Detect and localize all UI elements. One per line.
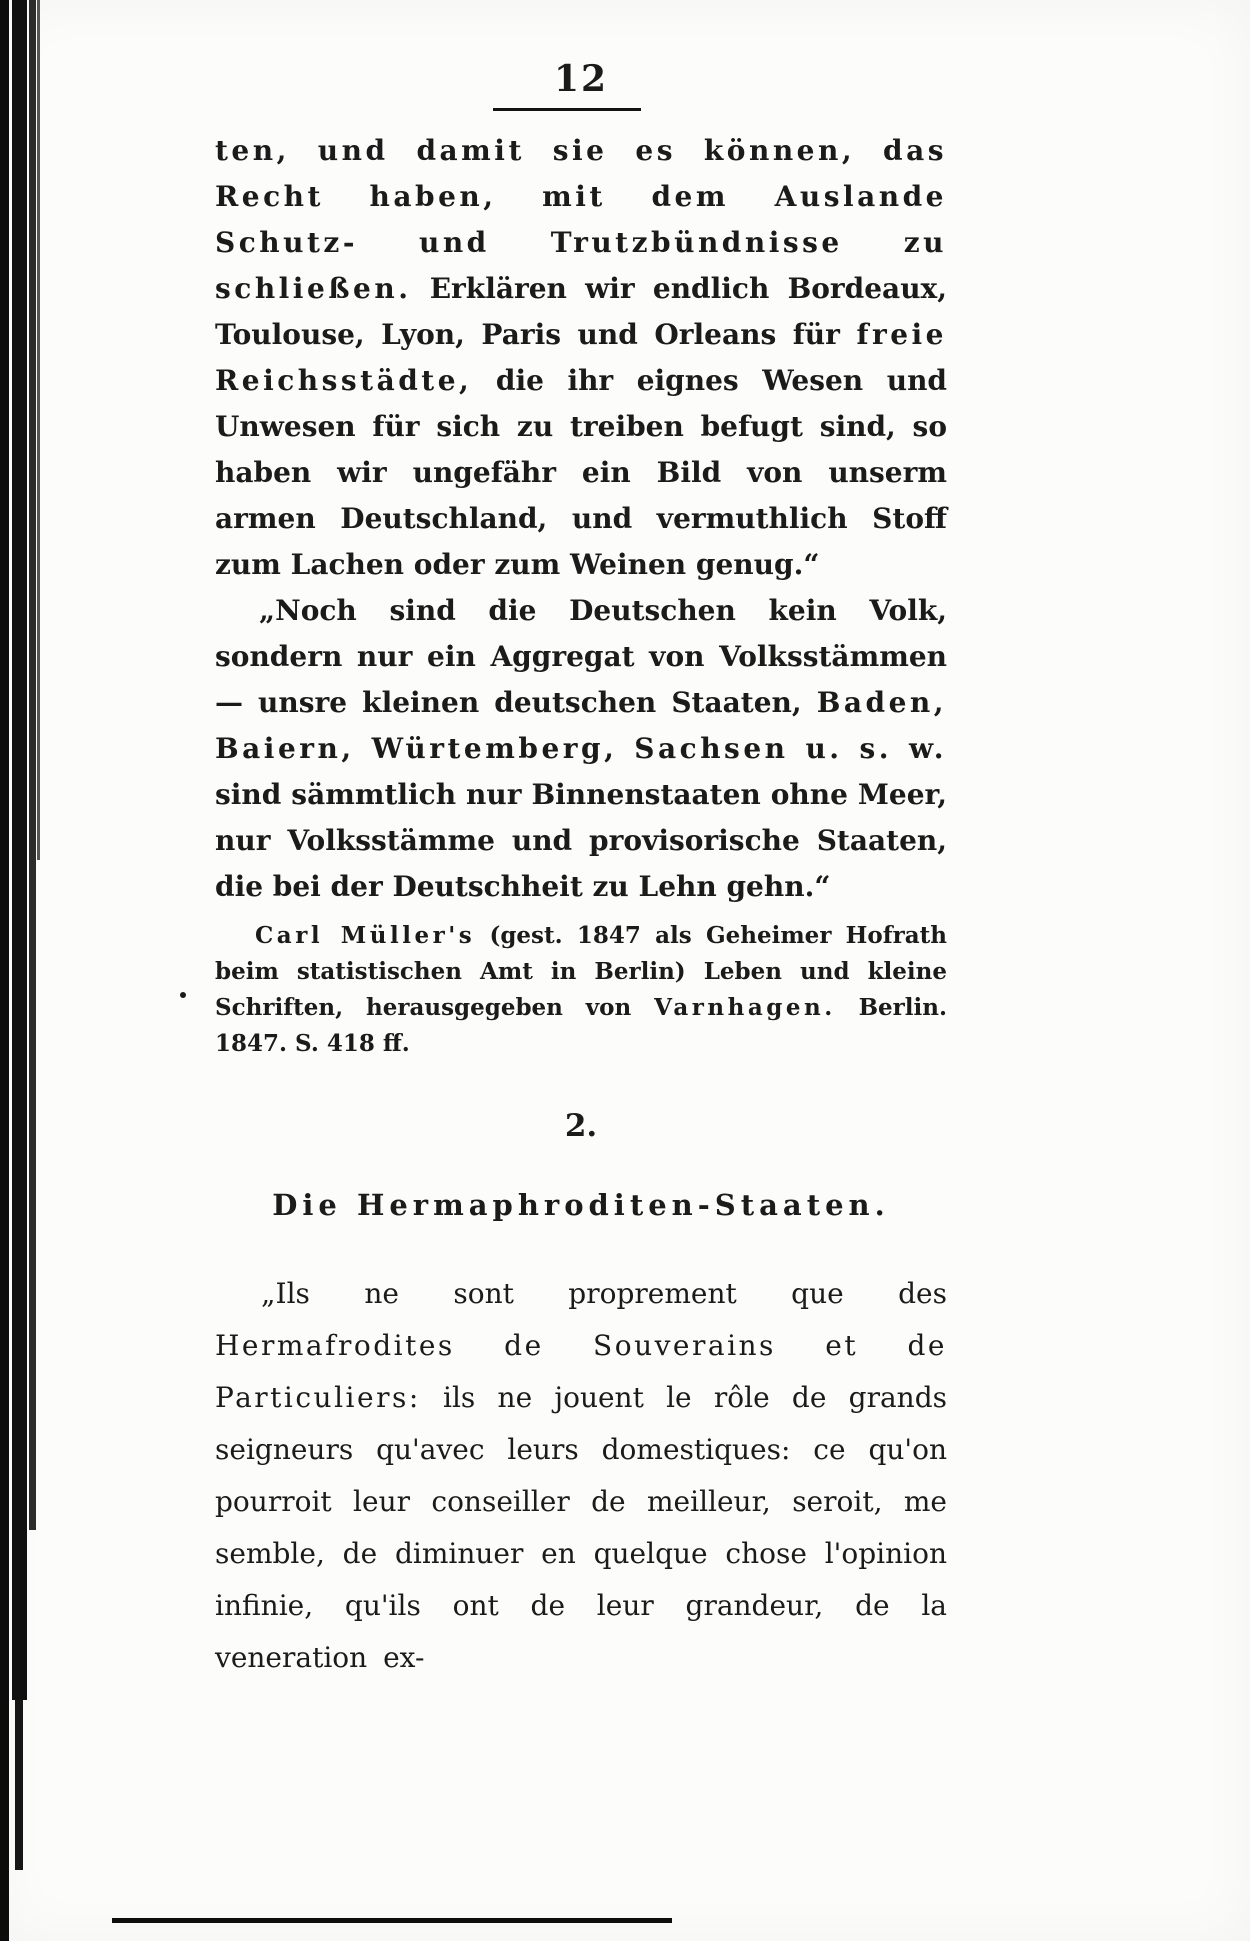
binding-bar: [0, 0, 9, 1941]
binding-bar: [15, 1700, 23, 1870]
text-segment-spaced: Carl Müller's: [255, 922, 476, 949]
scan-artifact-line: [112, 1918, 672, 1923]
page-number-rule: [493, 108, 641, 111]
text-column: [215, 128, 947, 1684]
text-segment-spaced: freie Reichsstädte,: [215, 318, 947, 397]
section-heading: Die Hermaphroditen-Staaten.: [272, 1188, 890, 1222]
text-segment: (gest. 1847 als Geheimer Hofrath beim statistischen Amt in Berlin) Leben und kleine Schriften, herausgegeben von: [215, 922, 948, 1021]
text-segment: Erklären wir endlich Bordeaux, Toulouse, Lyon, Paris und Orleans für: [215, 272, 947, 351]
page-header: [215, 58, 947, 111]
text-segment-spaced: Varnhagen.: [654, 994, 836, 1021]
paragraph-french: [215, 1268, 947, 1684]
paragraph-german-1: [215, 128, 947, 588]
text-segment-spaced: ten, und damit sie es können, das Recht haben, mit dem Auslande Schutz- und Trutzbündnisse zu schließen.: [215, 134, 947, 305]
text-segment-spaced: Baden, Baiern, Würtemberg, Sachsen u. s. w.: [215, 686, 947, 765]
text-segment-spaced: Hermafrodites de Souverains et de Particuliers:: [215, 1329, 947, 1414]
text-segment: „Ils ne sont proprement que des: [261, 1277, 947, 1310]
section-number: 2.: [564, 1108, 598, 1144]
binding-bar: [29, 0, 36, 1530]
text-segment: sind sämmtlich nur Binnenstaaten ohne Meer, nur Volksstämme und provisorische Staaten, die bei der Deutschheit zu Lehn gehn.“: [215, 778, 947, 903]
binding-bar: [12, 0, 27, 1700]
text-segment: „Noch sind die Deutschen kein Volk, sondern nur ein Aggregat von Volksstämmen — unsre kleinen deutschen Staaten,: [215, 594, 947, 719]
paragraph-german-2: [215, 588, 947, 910]
ink-speck: [180, 992, 186, 998]
source-citation: [215, 918, 947, 1062]
text-segment: die ihr eignes Wesen und Unwesen für sich zu treiben befugt sind, so haben wir ungefähr ein Bild von unserm armen Deutschland, und vermuthlich Stoff zum Lachen oder zum Weinen genug.“: [215, 364, 947, 581]
text-segment: ils ne jouent le rôle de grands seigneurs qu'avec leurs domestiques: ce qu'on pourroit leur conseiller de meilleur, seroit, me semble, de diminuer en quelque chose l'opinion infinie, qu'ils ont de leur grandeur, de la veneration ex-: [215, 1381, 947, 1674]
text-segment: Berlin. 1847. S. 418 ff.: [215, 994, 948, 1057]
binding-bar: [37, 0, 40, 860]
page-number: 12: [553, 58, 609, 100]
